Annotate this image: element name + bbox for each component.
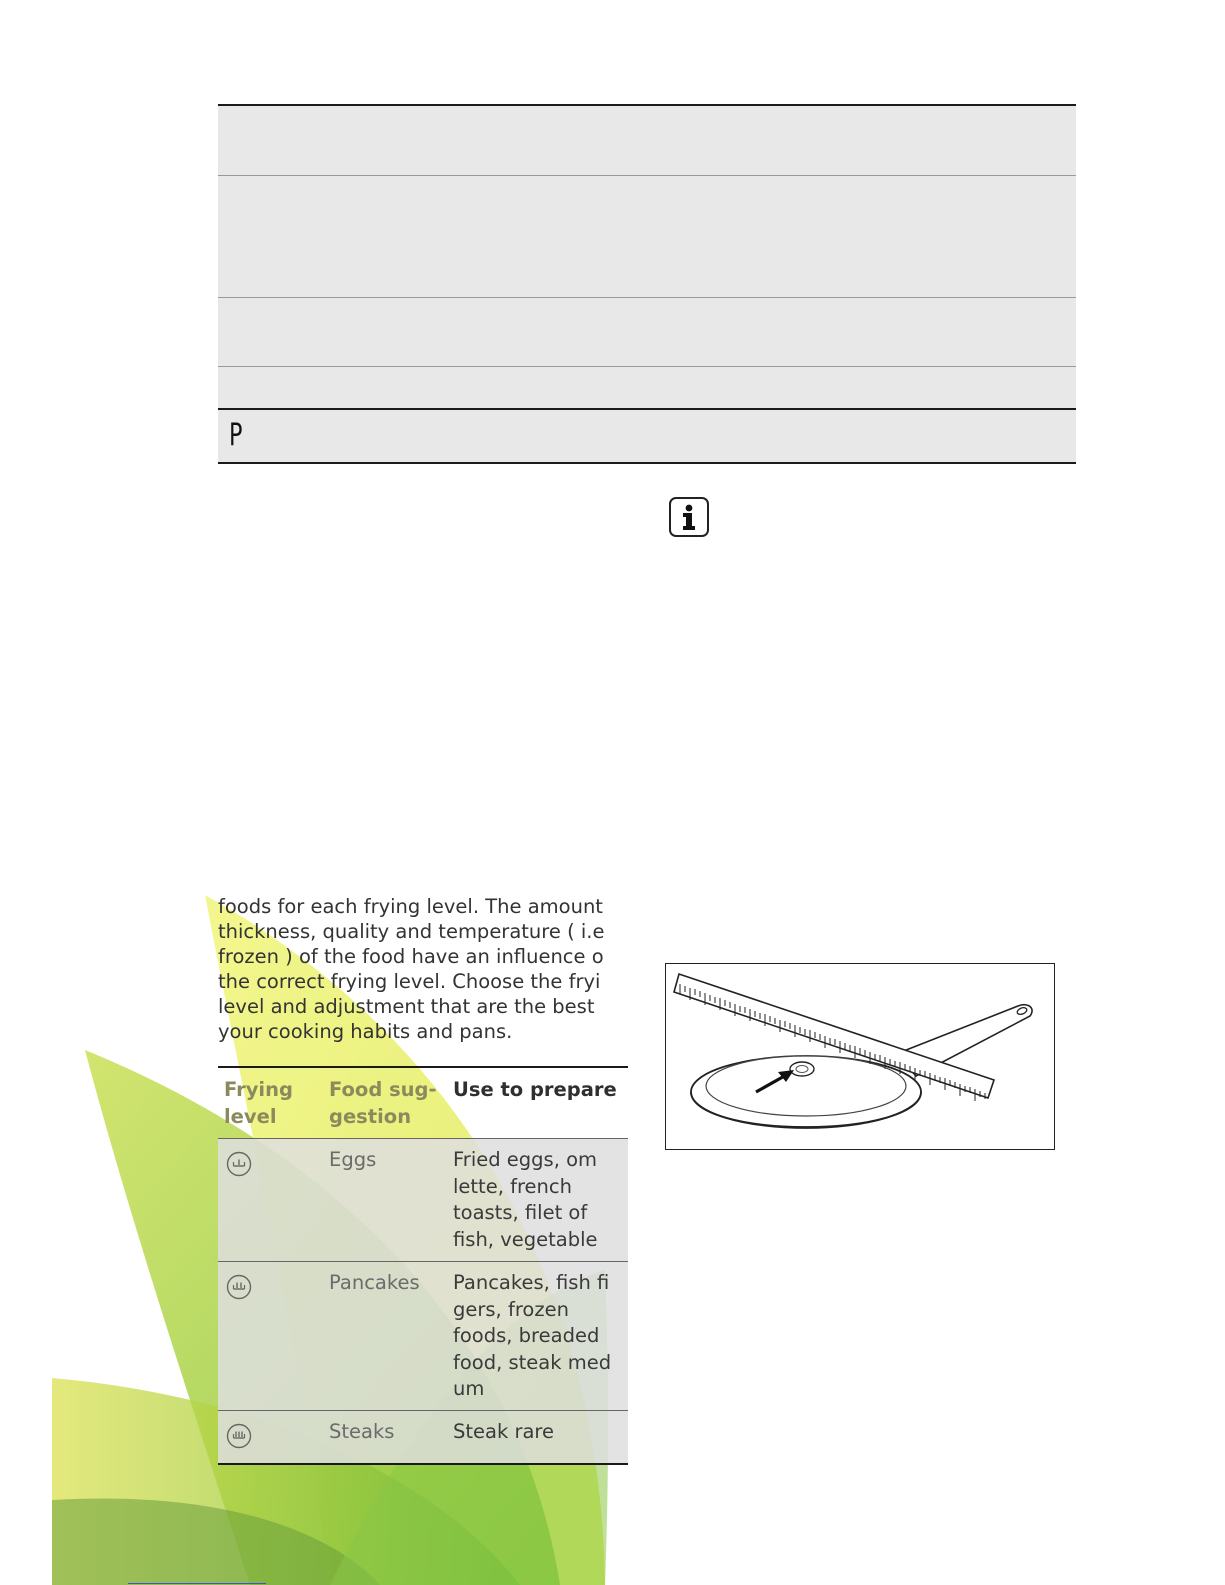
page-link-underline[interactable] [128, 1583, 266, 1584]
use-to-prepare: Fried eggs, om lette, french toasts, filet of fish, vegetable [453, 1148, 598, 1251]
intro-line: foods for each frying level. The amount [218, 895, 603, 918]
header-food-suggestion: Food sug- gestion [329, 1078, 437, 1128]
table-header [218, 1068, 628, 1139]
p-symbol: P [229, 417, 243, 453]
table-row [218, 1139, 628, 1262]
intro-line: frozen ) of the food have an influence o [218, 945, 604, 968]
intro-line: your cooking habits and pans. [218, 1020, 513, 1043]
header-use-to-prepare: Use to prepare [453, 1078, 617, 1101]
food-suggestion: Steaks [329, 1420, 395, 1443]
frying-level-1-icon [226, 1151, 252, 1177]
food-suggestion: Pancakes [329, 1271, 420, 1294]
header-frying-level: Frying level [224, 1078, 293, 1128]
table-row [218, 1262, 628, 1411]
intro-line: the correct frying level. Choose the fryi [218, 970, 601, 993]
table-row [218, 1411, 628, 1463]
frying-level-table [218, 1066, 628, 1465]
intro-line: thickness, quality and temperature ( i.e [218, 920, 605, 943]
use-to-prepare: Pancakes, fish fi gers, frozen foods, breaded food, steak med um [453, 1271, 612, 1400]
use-to-prepare: Steak rare [453, 1420, 555, 1443]
food-suggestion: Eggs [329, 1148, 377, 1171]
frying-level-3-icon [226, 1423, 252, 1449]
frying-level-2-icon [226, 1274, 252, 1300]
intro-line: level and adjustment that are the best [218, 995, 595, 1018]
intro-paragraph [218, 894, 618, 1044]
